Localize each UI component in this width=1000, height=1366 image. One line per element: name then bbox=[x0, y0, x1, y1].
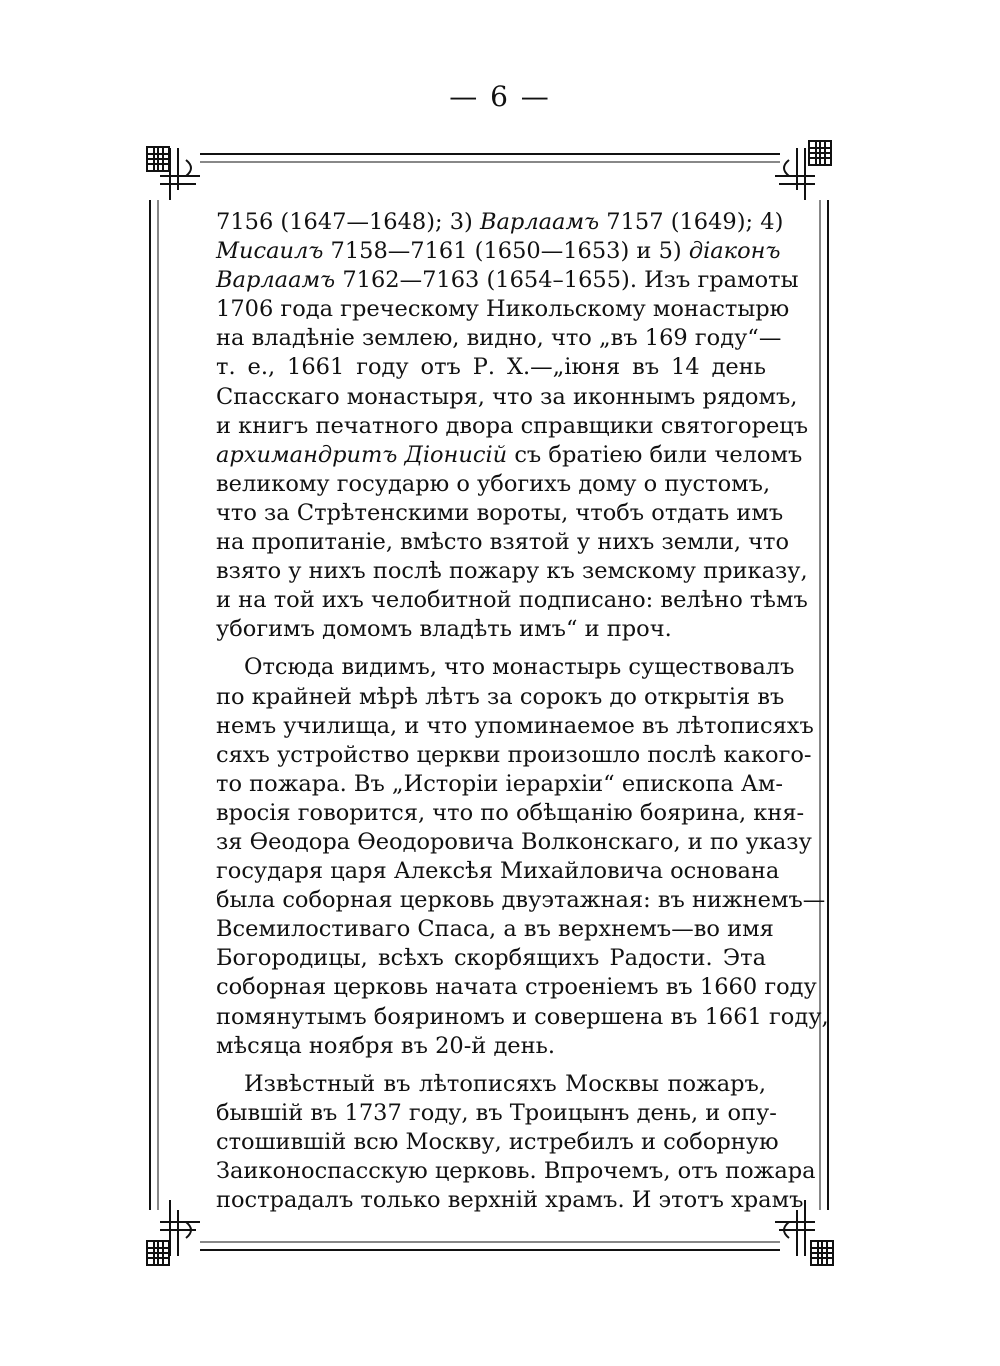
text-run: бывшій въ 1737 году, въ Троицынъ день, и опу- bbox=[216, 1099, 777, 1126]
text-line bbox=[216, 944, 766, 973]
text-run: на пропитаніе, вмѣсто взятой у нихъ земли, что bbox=[216, 529, 790, 556]
text-run: великому государю о убогихъ дому о пустомъ, bbox=[216, 470, 771, 497]
text-line bbox=[216, 828, 812, 857]
text-run: и на той ихъ челобитной подписано: велѣно тѣмъ bbox=[216, 587, 808, 614]
text-run: соборная церковь начата строеніемъ въ 1660 году bbox=[216, 974, 817, 1001]
text-run: 7158—7161 (1650—1653) и 5) bbox=[323, 238, 689, 265]
text-run: на владѣніе землею, видно, что „въ 169 году“— bbox=[216, 325, 782, 352]
text-run: вросія говорится, что по обѣщанію боярина, кня- bbox=[216, 799, 805, 826]
text-run: 7156 (1647—1648); 3) bbox=[216, 209, 480, 235]
text-line bbox=[216, 1032, 766, 1061]
text-line bbox=[216, 653, 795, 682]
corner-ornament-top-right bbox=[808, 140, 832, 166]
text-run: Всемилостиваго Спаса, а въ верхнемъ—во имя bbox=[216, 916, 774, 943]
text-run: стошившій всю Москву, истребилъ и соборную bbox=[216, 1128, 779, 1155]
text-line bbox=[216, 412, 809, 441]
text-line bbox=[216, 1003, 829, 1032]
text-run: т. е., 1661 году отъ Р. Х.—„іюня въ 14 день bbox=[216, 354, 766, 381]
text-run: государя царя Алексѣя Михайловича основана bbox=[216, 858, 780, 885]
text-line bbox=[216, 1128, 779, 1157]
italic-text: діаконъ bbox=[688, 238, 781, 265]
text-line bbox=[216, 441, 803, 470]
text-run: сяхъ устройство церкви произошло послѣ какого- bbox=[216, 741, 812, 768]
paragraph-gap bbox=[216, 644, 766, 653]
text-line bbox=[216, 712, 814, 741]
text-line bbox=[216, 353, 766, 382]
text-line bbox=[216, 886, 826, 915]
text-run: съ братіею били челомъ bbox=[507, 441, 803, 468]
page-number: — 6 — bbox=[449, 80, 551, 113]
italic-text: Варлаамъ bbox=[479, 209, 600, 235]
text-line bbox=[216, 208, 784, 237]
text-run: Спасскаго монастыря, что за иконнымъ рядомъ, bbox=[216, 383, 798, 410]
text-line bbox=[216, 615, 766, 644]
text-run: зя Ѳеодора Ѳеодоровича Волконскаго, и по указу bbox=[216, 828, 812, 855]
text-line bbox=[216, 383, 798, 412]
text-line bbox=[216, 237, 781, 266]
text-run: помянутымъ бояриномъ и совершена въ 1661 году, bbox=[216, 1003, 829, 1030]
text-run: была соборная церковь двуэтажная: въ нижнемъ— bbox=[216, 887, 826, 914]
text-line bbox=[216, 1099, 777, 1128]
text-run: убогимъ домомъ владѣть имъ“ и проч. bbox=[216, 616, 672, 643]
text-line bbox=[216, 973, 817, 1002]
text-line bbox=[216, 1157, 816, 1186]
corner-ornament-top-left bbox=[146, 146, 170, 172]
text-run: Отсюда видимъ, что монастырь существовалъ bbox=[244, 654, 795, 681]
text-line bbox=[216, 857, 780, 886]
text-run: 7157 (1649); 4) bbox=[599, 209, 784, 235]
text-run: 1706 года греческому Никольскому монастырю bbox=[216, 296, 790, 323]
text-line bbox=[216, 324, 782, 353]
text-line bbox=[216, 1070, 766, 1099]
body-text bbox=[216, 208, 829, 1215]
text-run: немъ училища, и что упоминаемое въ лѣтописяхъ bbox=[216, 712, 814, 739]
text-line bbox=[216, 741, 812, 770]
text-run: и книгъ печатного двора справщики святогорецъ bbox=[216, 412, 809, 439]
text-line bbox=[216, 266, 799, 295]
italic-text: Мисаилъ bbox=[216, 238, 324, 265]
text-line bbox=[216, 295, 790, 324]
italic-text: Варлаамъ bbox=[216, 267, 336, 294]
text-run: пострадалъ только верхній храмъ. И этотъ храмъ bbox=[216, 1187, 804, 1214]
corner-ornament-bottom-right bbox=[810, 1240, 834, 1266]
text-line bbox=[216, 528, 790, 557]
text-run: что за Стрѣтенскими вороты, чтобъ отдать имъ bbox=[216, 499, 784, 526]
text-run: Заиконоспасскую церковь. Впрочемъ, отъ пожара bbox=[216, 1158, 816, 1184]
text-line bbox=[216, 915, 774, 944]
paragraph-gap bbox=[216, 1061, 766, 1070]
text-line bbox=[216, 1186, 804, 1215]
text-line bbox=[216, 799, 805, 828]
corner-ornament-bottom-left bbox=[146, 1240, 170, 1266]
text-run: взято у нихъ послѣ пожару къ земскому приказу, bbox=[216, 558, 808, 585]
text-run: по крайней мѣрѣ лѣтъ за сорокъ до открытія въ bbox=[216, 683, 785, 710]
text-line bbox=[216, 499, 784, 528]
text-run: мѣсяца ноября въ 20-й день. bbox=[216, 1032, 556, 1059]
text-line bbox=[216, 470, 771, 499]
italic-text: архимандритъ Діонисій bbox=[216, 441, 508, 468]
text-line bbox=[216, 683, 785, 712]
text-run: Богородицы, всѣхъ скорбящихъ Радости. Эта bbox=[216, 945, 766, 972]
text-run: 7162—7163 (1654–1655). Изъ грамоты bbox=[335, 267, 799, 294]
text-line bbox=[216, 586, 808, 615]
text-line bbox=[216, 557, 808, 586]
text-line bbox=[216, 770, 784, 799]
text-run: Извѣстный въ лѣтописяхъ Москвы пожаръ, bbox=[244, 1070, 766, 1097]
text-run: то пожара. Въ „Исторіи іерархіи“ епископа Ам- bbox=[216, 770, 784, 797]
